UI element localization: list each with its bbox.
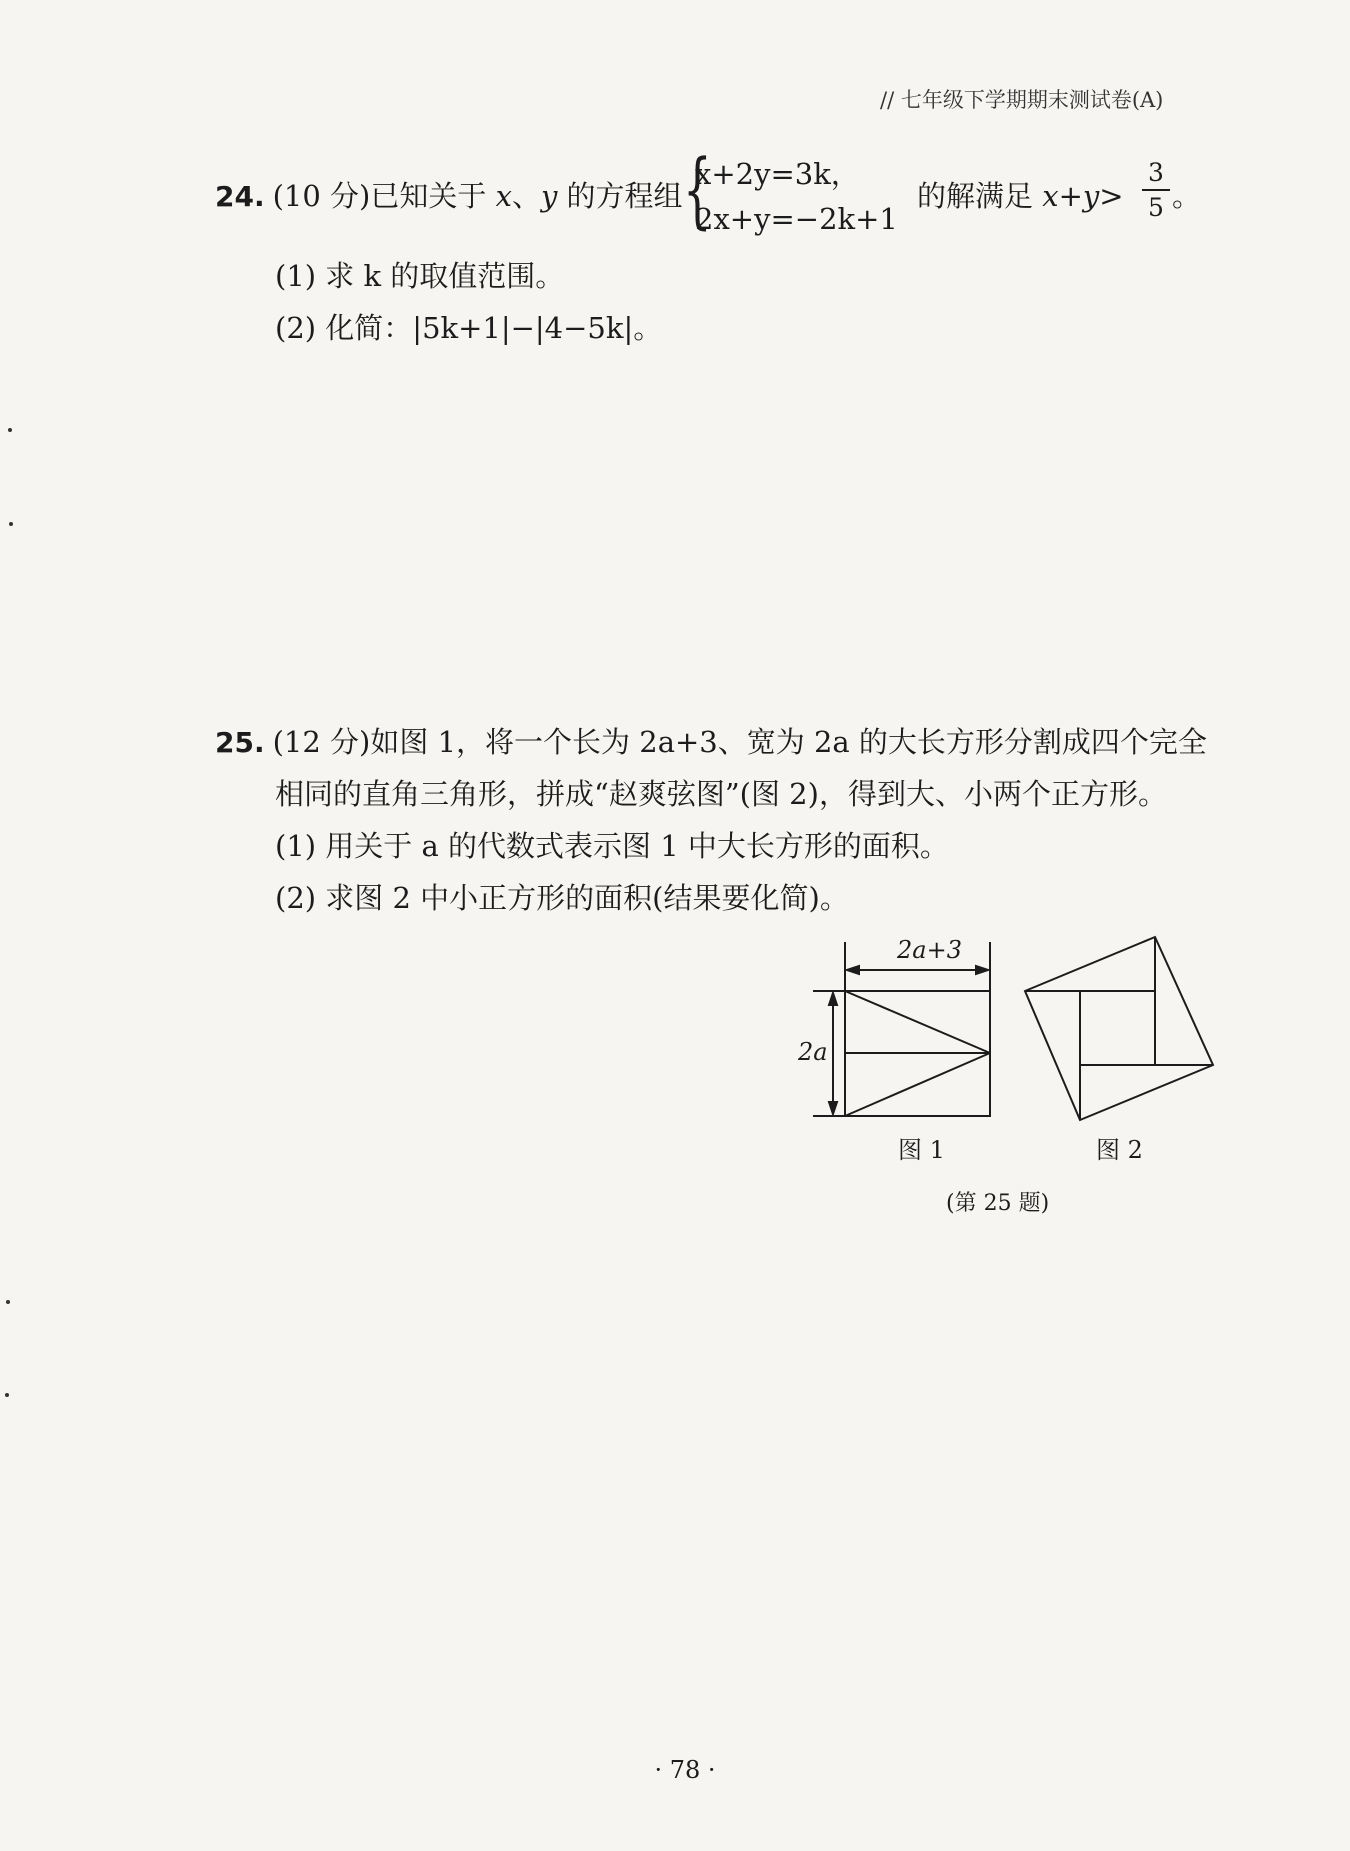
q25-line1-text: (12 分)如图 1，将一个长为 2a+3、宽为 2a 的大长方形分割成四个完全 xyxy=(272,725,1207,759)
fig1-diagonal-top xyxy=(845,991,990,1053)
fig2-outer-square xyxy=(1025,937,1213,1120)
q24-cond-end: 。 xyxy=(1172,179,1202,213)
q24-var-x: x xyxy=(495,179,512,213)
figure-caption: (第 25 题) xyxy=(946,1191,1050,1216)
fig1-side-label: 2a xyxy=(798,1038,828,1066)
q24-intro xyxy=(215,178,683,215)
figure-1 xyxy=(813,942,990,1116)
q25-line2: 相同的直角三角形，拼成“赵爽弦图”(图 2)，得到大、小两个正方形。 xyxy=(275,777,1167,811)
q24-var-y: y xyxy=(540,179,558,213)
fig1-diagonal-bottom xyxy=(845,1053,990,1116)
q25-part2: (2) 求图 2 中小正方形的面积(结果要化简)。 xyxy=(275,881,849,915)
q25-part1: (1) 用关于 a 的代数式表示图 1 中大长方形的面积。 xyxy=(275,829,949,863)
header-title: // 七年级下学期期末测试卷(A) xyxy=(880,88,1164,112)
fig1-arrow-left xyxy=(847,966,859,974)
q25-figures xyxy=(795,935,1225,1165)
q24-part1: (1) 求 k 的取值范围。 xyxy=(275,259,565,293)
fig1-top-label: 2a+3 xyxy=(897,936,962,964)
q24-cond-expr: x+y> xyxy=(1042,179,1124,213)
equation-brace: { xyxy=(683,143,712,238)
scan-speck xyxy=(6,1300,10,1304)
fig2-caption: 图 2 xyxy=(1096,1136,1143,1164)
q24-eq2: 2x+y=−2k+1 xyxy=(695,202,898,236)
q24-condition xyxy=(917,178,1124,214)
q24-fraction xyxy=(1142,158,1170,222)
q24-part2: (2) 化简：|5k+1|−|4−5k|。 xyxy=(275,311,663,345)
q24-number: 24. xyxy=(215,180,265,213)
fig1-arrow-right xyxy=(976,966,988,974)
q24-intro-b: 的方程组 xyxy=(557,179,683,213)
q25-number: 25. xyxy=(215,726,265,759)
page-number: · 78 · xyxy=(654,1756,716,1784)
fig1-caption: 图 1 xyxy=(898,1136,945,1164)
scan-speck xyxy=(9,522,13,526)
q24-cond-a: 的解满足 xyxy=(917,179,1043,213)
q24-sep: 、 xyxy=(511,179,541,213)
scan-speck xyxy=(8,428,12,432)
fig1-arrow-up xyxy=(829,993,837,1005)
scan-speck xyxy=(5,1393,9,1397)
figure-2 xyxy=(1025,937,1213,1120)
q24-eq1: x+2y=3k， xyxy=(695,157,860,191)
q24-frac-num: 3 xyxy=(1148,158,1164,187)
q24-frac-den: 5 xyxy=(1148,193,1164,222)
fig1-arrow-down xyxy=(829,1102,837,1114)
q24-intro-a: (10 分)已知关于 xyxy=(272,179,496,213)
q25-line1 xyxy=(215,724,1207,761)
